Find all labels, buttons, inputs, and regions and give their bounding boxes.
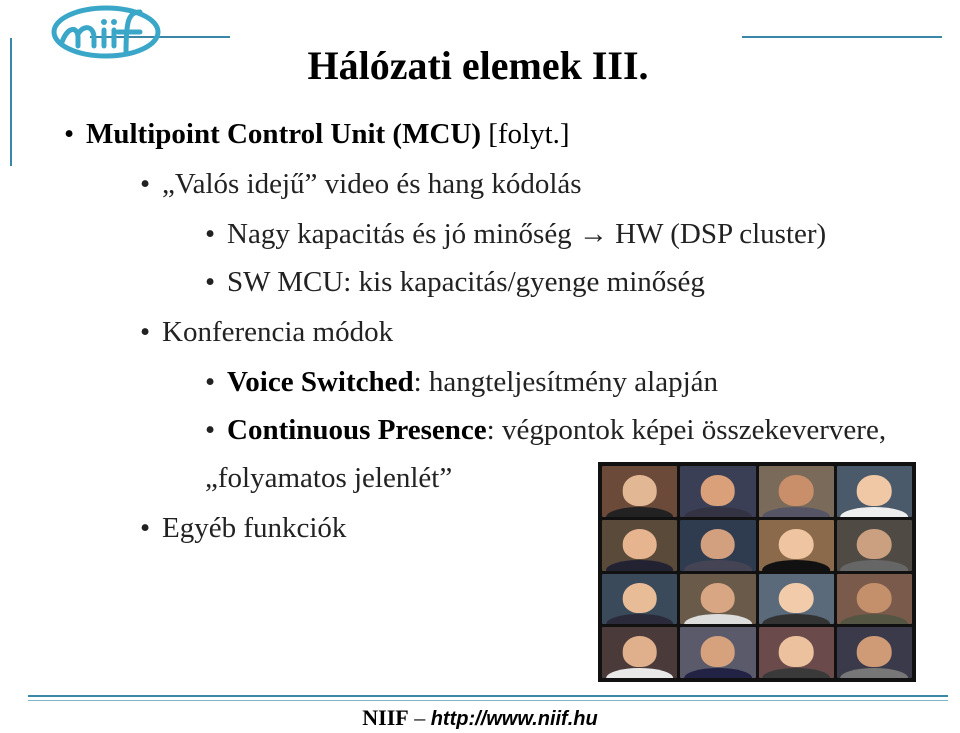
participant-tile — [680, 627, 755, 678]
participant-shoulders — [684, 560, 752, 570]
participant-shoulders — [841, 507, 909, 517]
participant-shoulders — [841, 614, 909, 624]
bullet-continuous-presence-rest: : végpontok képei összekeververe, — [486, 414, 887, 446]
bullet-dot: • — [140, 168, 151, 200]
bullet-other-functions — [140, 512, 346, 545]
bullet-sw — [205, 266, 705, 299]
participant-tile — [602, 520, 677, 571]
participant-face — [701, 475, 736, 505]
participant-shoulders — [606, 614, 674, 624]
bullet-conference-modes-text: Konferencia módok — [162, 316, 394, 348]
participant-face — [857, 636, 892, 666]
bullet-voice-switched — [205, 366, 718, 399]
bullet-mcu-bold: Multipoint Control Unit (MCU) — [86, 118, 481, 150]
bullet-realtime — [140, 168, 582, 201]
bullet-dot: • — [205, 266, 216, 298]
participant-shoulders — [762, 560, 830, 570]
participant-tile — [680, 466, 755, 517]
participant-tile — [837, 466, 912, 517]
participant-tile — [837, 574, 912, 625]
participant-shoulders — [684, 507, 752, 517]
bullet-hw — [205, 218, 826, 251]
participant-tile — [759, 574, 834, 625]
participant-shoulders — [684, 668, 752, 678]
bullet-voice-switched-rest: : hangteljesítmény alapján — [413, 366, 719, 398]
participant-tile — [680, 574, 755, 625]
bullet-hw-text: Nagy kapacitás és jó minőség → HW (DSP cluster) — [227, 218, 827, 250]
footer — [0, 705, 960, 731]
bullet-continuous-presence-bold: Continuous Presence — [227, 414, 487, 446]
participant-face — [622, 529, 657, 559]
participant-shoulders — [841, 668, 909, 678]
participant-shoulders — [606, 668, 674, 678]
participant-face — [857, 529, 892, 559]
participant-shoulders — [762, 668, 830, 678]
participant-shoulders — [762, 614, 830, 624]
participant-face — [701, 583, 736, 613]
bullet-conference-modes — [140, 316, 393, 349]
participant-face — [622, 636, 657, 666]
participant-tile — [602, 627, 677, 678]
participant-tile — [837, 627, 912, 678]
video-conference-grid-image — [598, 462, 916, 682]
bullet-dot: • — [64, 118, 75, 150]
bullet-dot: • — [140, 316, 151, 348]
participant-face — [622, 475, 657, 505]
participant-tile — [602, 574, 677, 625]
participant-tile — [837, 520, 912, 571]
participant-tile — [759, 627, 834, 678]
footer-url: http://www.niif.hu — [430, 708, 598, 730]
participant-shoulders — [606, 560, 674, 570]
footer-brand: NIIF — [362, 705, 409, 730]
bullet-continuous-presence-cont: „folyamatos jelenlét” — [205, 462, 453, 494]
bullet-mcu-rest: [folyt.] — [480, 118, 570, 150]
participant-shoulders — [606, 507, 674, 517]
participant-face — [779, 475, 814, 505]
bullet-dot: • — [205, 414, 216, 446]
participant-tile — [759, 466, 834, 517]
bullet-dot: • — [205, 218, 216, 250]
participant-shoulders — [762, 507, 830, 517]
bullet-other-functions-text: Egyéb funkciók — [162, 512, 347, 544]
participant-face — [857, 583, 892, 613]
participant-shoulders — [684, 614, 752, 624]
slide-title: Hálózati elemek III. — [307, 43, 649, 88]
frame-line-bottom-thin — [28, 700, 948, 701]
bullet-mcu — [64, 118, 570, 151]
participant-face — [622, 583, 657, 613]
bullet-dot: • — [140, 512, 151, 544]
participant-face — [779, 583, 814, 613]
participant-tile — [680, 520, 755, 571]
bullet-continuous-presence — [205, 414, 886, 447]
participant-face — [701, 529, 736, 559]
participant-face — [779, 529, 814, 559]
participant-face — [701, 636, 736, 666]
bullet-voice-switched-bold: Voice Switched — [227, 366, 414, 398]
participant-shoulders — [841, 560, 909, 570]
bullet-sw-text: SW MCU: kis kapacitás/gyenge minőség — [227, 266, 705, 298]
bullet-dot: • — [205, 366, 216, 398]
frame-line-bottom — [28, 695, 948, 697]
bullet-realtime-text: „Valós idejű” video és hang kódolás — [162, 168, 582, 200]
participant-face — [779, 636, 814, 666]
participant-tile — [759, 520, 834, 571]
participant-face — [857, 475, 892, 505]
participant-tile — [602, 466, 677, 517]
frame-line-top-right — [742, 36, 942, 38]
footer-separator: – — [408, 705, 431, 730]
